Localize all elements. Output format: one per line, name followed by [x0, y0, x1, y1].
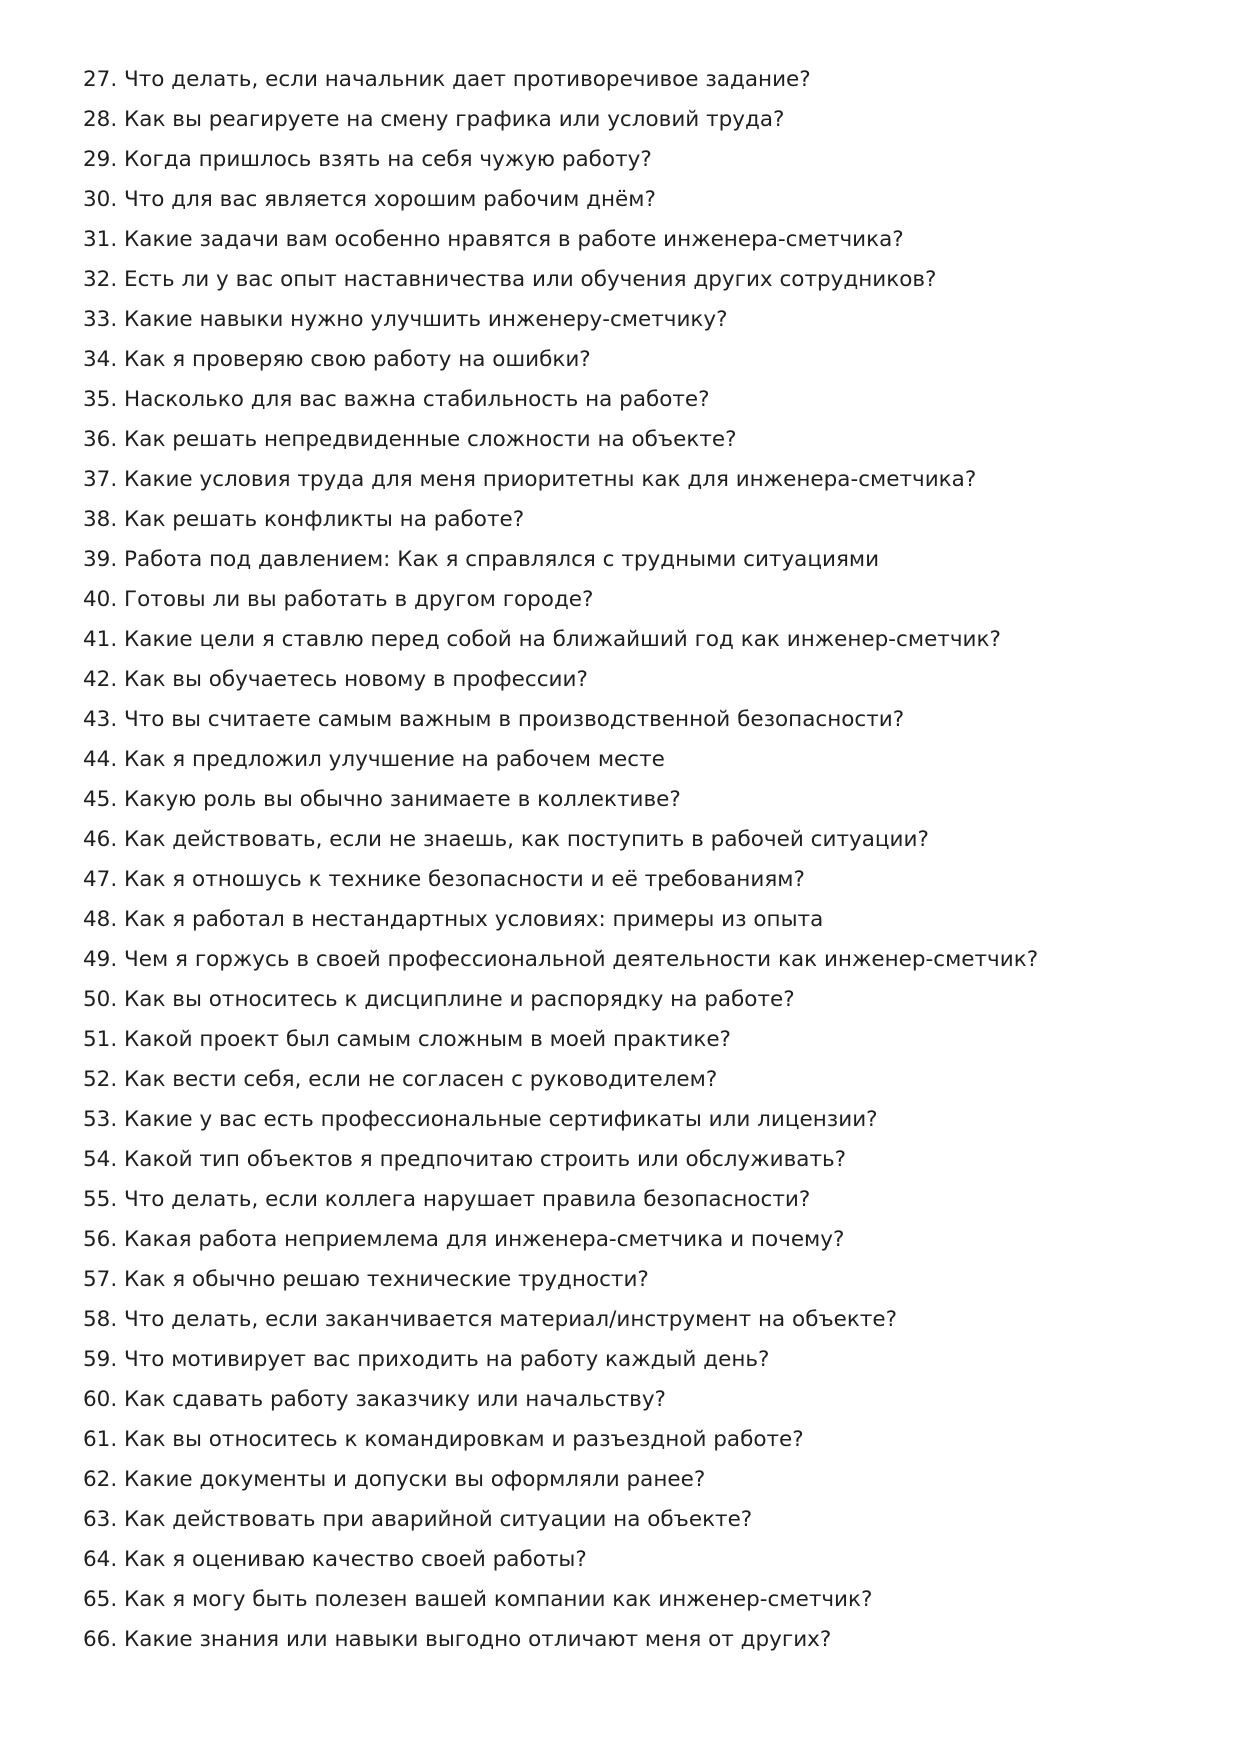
question-item: 45. Какую роль вы обычно занимаете в коллективе? — [83, 787, 681, 812]
question-item: 37. Какие условия труда для меня приоритетны как для инженера-сметчика? — [83, 467, 977, 492]
question-item: 38. Как решать конфликты на работе? — [83, 507, 525, 532]
question-item: 31. Какие задачи вам особенно нравятся в работе инженера-сметчика? — [83, 227, 904, 252]
question-item: 66. Какие знания или навыки выгодно отличают меня от других? — [83, 1627, 832, 1652]
question-item: 49. Чем я горжусь в своей профессиональной деятельности как инженер-сметчик? — [83, 947, 1039, 972]
question-item: 29. Когда пришлось взять на себя чужую работу? — [83, 147, 652, 172]
question-item: 52. Как вести себя, если не согласен с руководителем? — [83, 1067, 718, 1092]
question-item: 35. Насколько для вас важна стабильность на работе? — [83, 387, 710, 412]
question-item: 40. Готовы ли вы работать в другом городе? — [83, 587, 594, 612]
question-item: 34. Как я проверяю свою работу на ошибки? — [83, 347, 591, 372]
question-item: 55. Что делать, если коллега нарушает правила безопасности? — [83, 1187, 811, 1212]
question-item: 57. Как я обычно решаю технические трудности? — [83, 1267, 649, 1292]
question-item: 48. Как я работал в нестандартных условиях: примеры из опыта — [83, 907, 824, 932]
question-item: 53. Какие у вас есть профессиональные сертификаты или лицензии? — [83, 1107, 878, 1132]
question-item: 58. Что делать, если заканчивается материал/инструмент на объекте? — [83, 1307, 898, 1332]
question-item: 30. Что для вас является хорошим рабочим днём? — [83, 187, 656, 212]
question-item: 65. Как я могу быть полезен вашей компании как инженер-сметчик? — [83, 1587, 873, 1612]
question-item: 47. Как я отношусь к технике безопасности и её требованиям? — [83, 867, 805, 892]
question-item: 60. Как сдавать работу заказчику или начальству? — [83, 1387, 666, 1412]
question-item: 42. Как вы обучаетесь новому в профессии? — [83, 667, 588, 692]
question-item: 43. Что вы считаете самым важным в производственной безопасности? — [83, 707, 905, 732]
question-item: 51. Какой проект был самым сложным в моей практике? — [83, 1027, 731, 1052]
question-item: 44. Как я предложил улучшение на рабочем месте — [83, 747, 665, 772]
question-item: 64. Как я оцениваю качество своей работы? — [83, 1547, 587, 1572]
question-item: 56. Какая работа неприемлема для инженера-сметчика и почему? — [83, 1227, 845, 1252]
question-item: 63. Как действовать при аварийной ситуации на объекте? — [83, 1507, 753, 1532]
question-item: 33. Какие навыки нужно улучшить инженеру-сметчику? — [83, 307, 728, 332]
question-item: 50. Как вы относитесь к дисциплине и распорядку на работе? — [83, 987, 795, 1012]
question-item: 36. Как решать непредвиденные сложности на объекте? — [83, 427, 737, 452]
question-item: 61. Как вы относитесь к командировкам и разъездной работе? — [83, 1427, 804, 1452]
question-item: 32. Есть ли у вас опыт наставничества или обучения других сотрудников? — [83, 267, 937, 292]
question-item: 59. Что мотивирует вас приходить на работу каждый день? — [83, 1347, 770, 1372]
question-item: 41. Какие цели я ставлю перед собой на ближайший год как инженер-сметчик? — [83, 627, 1001, 652]
question-list — [83, 62, 1203, 1662]
question-item: 39. Работа под давлением: Как я справлялся с трудными ситуациями — [83, 547, 880, 572]
question-item: 46. Как действовать, если не знаешь, как поступить в рабочей ситуации? — [83, 827, 929, 852]
question-item: 54. Какой тип объектов я предпочитаю строить или обслуживать? — [83, 1147, 847, 1172]
question-item: 28. Как вы реагируете на смену графика или условий труда? — [83, 107, 785, 132]
question-item: 62. Какие документы и допуски вы оформляли ранее? — [83, 1467, 706, 1492]
question-item: 27. Что делать, если начальник дает противоречивое задание? — [83, 67, 811, 92]
